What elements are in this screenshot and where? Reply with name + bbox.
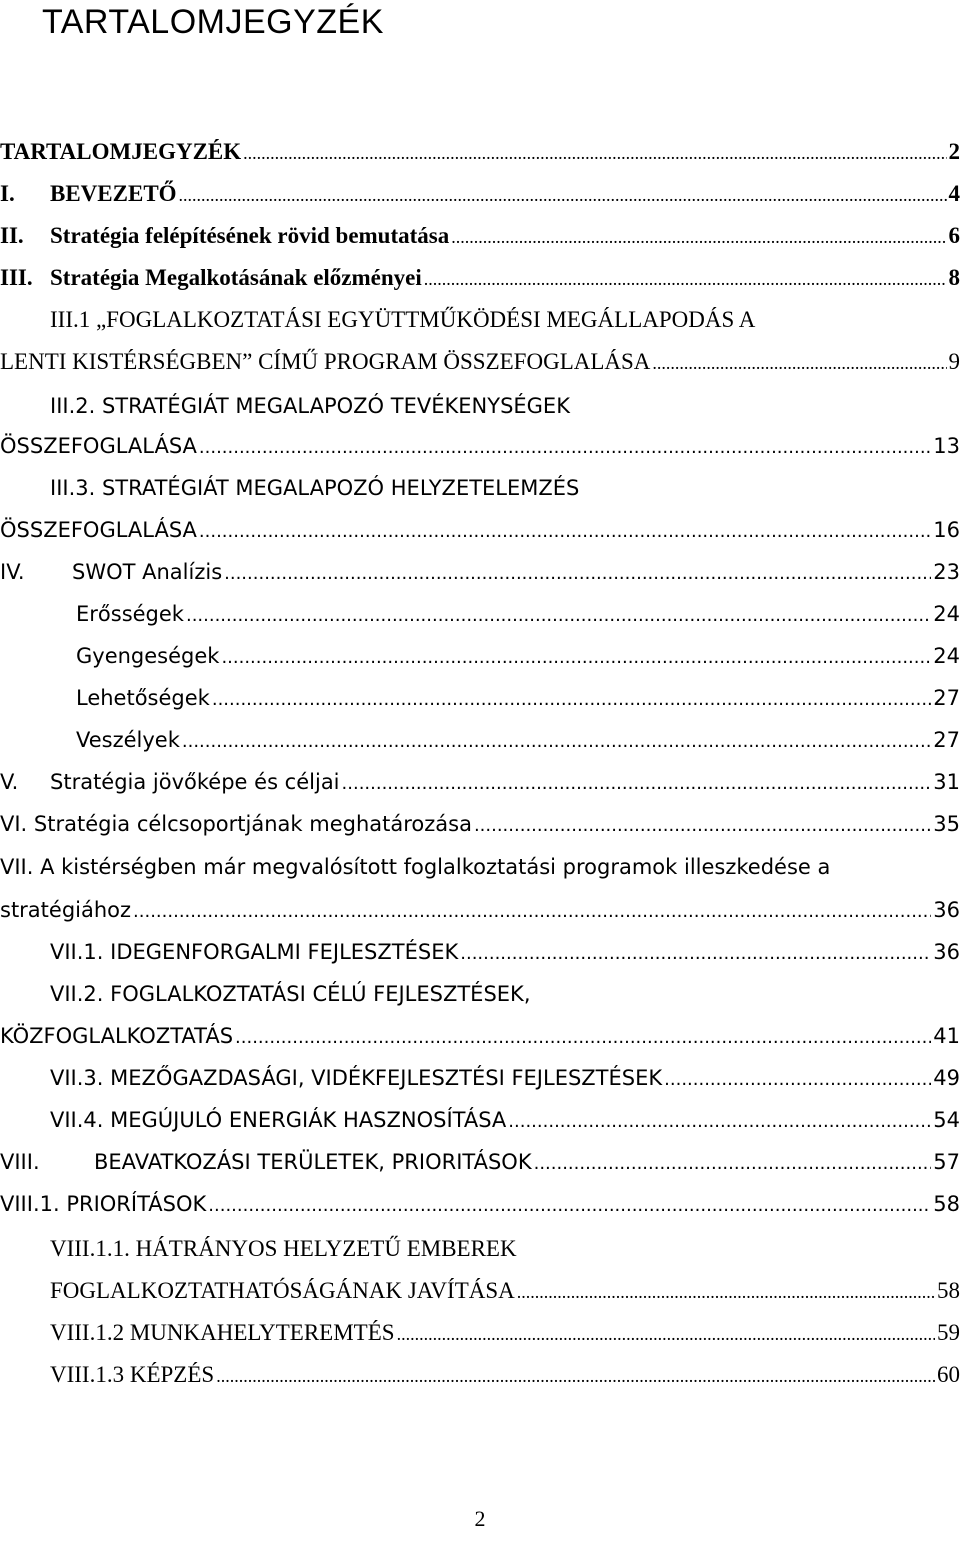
toc-entry-title: BEVEZETŐ — [50, 181, 177, 206]
dot-leader — [397, 1312, 935, 1355]
toc-entry-title: VII. A kistérségben már megvalósított foglalkoztatási programok illeszkedése a — [0, 855, 831, 879]
dot-leader — [224, 551, 931, 595]
toc-entry-number: VIII. — [0, 1150, 40, 1174]
toc-entry[interactable] — [0, 635, 960, 677]
dot-leader — [664, 1057, 931, 1101]
toc-entry-continuation[interactable] — [0, 889, 960, 931]
dot-leader — [517, 1270, 935, 1313]
dot-leader — [208, 1183, 931, 1227]
dot-leader — [216, 1354, 935, 1397]
toc-entry-title: VIII.1. PRIORÍTÁSOK — [0, 1192, 207, 1216]
toc-entry-title: VII.1. IDEGENFORGALMI FEJLESZTÉSEK — [50, 940, 459, 964]
dot-leader — [133, 889, 931, 933]
toc-entry[interactable] — [0, 551, 960, 593]
toc-entry[interactable] — [0, 215, 960, 257]
toc-entry-title: SWOT Analízis — [72, 560, 223, 584]
toc-entry[interactable] — [0, 1099, 960, 1141]
dot-leader — [460, 931, 931, 975]
toc-entry[interactable] — [0, 299, 960, 341]
toc-entry[interactable] — [0, 1354, 960, 1396]
toc-entry-title: Veszélyek — [76, 728, 180, 752]
toc-entry[interactable] — [0, 173, 960, 215]
toc-entry[interactable] — [0, 1312, 960, 1354]
toc-entry-title: VI. Stratégia célcsoportjának meghatározása — [0, 812, 472, 836]
toc-entry-page: 54 — [933, 1108, 960, 1132]
toc-entry-title: VII.3. MEZŐGAZDASÁGI, VIDÉKFEJLESZTÉSI FEJLESZTÉSEK — [50, 1066, 663, 1090]
toc-entry-title: Stratégia felépítésének rövid bemutatása — [50, 223, 450, 248]
toc-entry[interactable] — [0, 803, 960, 845]
dot-leader — [199, 509, 931, 553]
toc-entry-page: 49 — [933, 1066, 960, 1090]
toc-entry[interactable] — [0, 761, 960, 803]
toc-entry[interactable] — [0, 131, 960, 173]
dot-leader — [424, 257, 947, 300]
toc-entry-continuation[interactable] — [0, 425, 960, 467]
toc-entry-title: Erősségek — [76, 602, 184, 626]
toc-entry-page: 36 — [933, 940, 960, 964]
toc-entry-page: 24 — [933, 644, 960, 668]
toc-entry-number: IV. — [0, 560, 25, 584]
toc-entry-title: III.2. STRATÉGIÁT MEGALAPOZÓ TEVÉKENYSÉGEK — [50, 394, 570, 418]
toc-entry-continuation[interactable] — [0, 1270, 960, 1312]
dot-leader — [451, 215, 946, 258]
toc-entry-title: VII.2. FOGLALKOZTATÁSI CÉLÚ FEJLESZTÉSEK, — [50, 982, 531, 1006]
toc-entry-page: 2 — [948, 139, 960, 164]
toc-entry-title: FOGLALKOZTATHATÓSÁGÁNAK JAVÍTÁSA — [50, 1278, 515, 1303]
toc-entry-page: 59 — [937, 1320, 960, 1345]
dot-leader — [652, 341, 946, 384]
toc-entry-number: I. — [0, 181, 15, 206]
dot-leader — [235, 1015, 931, 1059]
toc-entry[interactable] — [0, 973, 960, 1015]
toc-entry-continuation[interactable] — [0, 1015, 960, 1057]
toc-entry[interactable] — [0, 677, 960, 719]
toc-entry-title: VIII.1.1. HÁTRÁNYOS HELYZETŰ EMBEREK — [50, 1236, 517, 1261]
dot-leader — [212, 677, 931, 721]
toc-entry-title: III.1 „FOGLALKOZTATÁSI EGYÜTTMŰKÖDÉSI MEGÁLLAPODÁS A — [50, 307, 756, 332]
toc-entry-number: III. — [0, 265, 33, 290]
toc-entry-page: 36 — [933, 898, 960, 922]
toc-entry-page: 13 — [933, 434, 960, 458]
toc-entry-page: 31 — [933, 770, 960, 794]
toc-entry-continuation[interactable] — [0, 509, 960, 551]
toc-entry-page: 60 — [937, 1362, 960, 1387]
toc-entry-title: TARTALOMJEGYZÉK — [0, 139, 242, 164]
toc-entry-title: ÖSSZEFOGLALÁSA — [0, 434, 197, 458]
toc-entry-page: 27 — [933, 728, 960, 752]
dot-leader — [182, 719, 931, 763]
page-title: TARTALOMJEGYZÉK — [42, 3, 384, 41]
toc-entry-title: VIII.1.2 MUNKAHELYTEREMTÉS — [50, 1320, 395, 1345]
toc-entry-title: LENTI KISTÉRSÉGBEN” CÍMŰ PROGRAM ÖSSZEFOGLALÁSA — [0, 349, 651, 374]
dot-leader — [243, 131, 946, 174]
toc-entry-page: 16 — [933, 518, 960, 542]
toc-entry[interactable] — [0, 385, 960, 427]
toc-entry-title: Lehetőségek — [76, 686, 210, 710]
toc-entry[interactable] — [0, 467, 960, 509]
toc-entry-number: V. — [0, 770, 19, 794]
toc-entry-page: 58 — [933, 1192, 960, 1216]
toc-entry-page: 4 — [948, 181, 960, 206]
toc-entry[interactable] — [0, 1228, 960, 1270]
toc-entry-title: KÖZFOGLALKOZTATÁS — [0, 1024, 234, 1048]
toc-entry-title: VII.4. MEGÚJULÓ ENERGIÁK HASZNOSÍTÁSA — [50, 1108, 507, 1132]
toc-entry-page: 27 — [933, 686, 960, 710]
toc-entry[interactable] — [0, 931, 960, 973]
dot-leader — [186, 593, 931, 637]
toc-entry-title: BEAVATKOZÁSI TERÜLETEK, PRIORITÁSOK — [94, 1150, 532, 1174]
toc-entry[interactable] — [0, 1141, 960, 1183]
toc-entry-page: 41 — [933, 1024, 960, 1048]
toc-entry-continuation[interactable] — [0, 341, 960, 383]
dot-leader — [474, 803, 931, 847]
toc-entry-title: VIII.1.3 KÉPZÉS — [50, 1362, 215, 1387]
page-number: 2 — [474, 1506, 486, 1531]
toc-entry-number: II. — [0, 223, 24, 248]
dot-leader — [221, 635, 931, 679]
dot-leader — [179, 173, 947, 216]
toc-entry[interactable] — [0, 719, 960, 761]
toc-entry-page: 35 — [933, 812, 960, 836]
toc-entry-page: 23 — [933, 560, 960, 584]
dot-leader — [508, 1099, 931, 1143]
toc-entry-title: ÖSSZEFOGLALÁSA — [0, 518, 197, 542]
dot-leader — [342, 761, 932, 805]
toc-entry[interactable] — [0, 257, 960, 299]
toc-entry-title: Gyengeségek — [76, 644, 220, 668]
toc-entry-page: 58 — [937, 1278, 960, 1303]
toc-entry[interactable] — [0, 593, 960, 635]
toc-entry-page: 6 — [948, 223, 960, 248]
toc-entry-page: 57 — [933, 1150, 960, 1174]
toc-entry-page: 24 — [933, 602, 960, 626]
toc-entry-page: 9 — [948, 349, 960, 374]
toc-entry-title: stratégiához — [0, 898, 132, 922]
toc-entry-title: Stratégia Megalkotásának előzményei — [50, 265, 422, 290]
toc-entry-page: 8 — [948, 265, 960, 290]
toc-entry[interactable] — [0, 1183, 960, 1225]
toc-entry[interactable] — [0, 1057, 960, 1099]
toc-entry-title: III.3. STRATÉGIÁT MEGALAPOZÓ HELYZETELEMZÉS — [50, 476, 580, 500]
toc-entry-title: Stratégia jövőképe és céljai — [50, 770, 340, 794]
dot-leader — [534, 1141, 932, 1185]
toc-entry[interactable] — [0, 846, 960, 888]
dot-leader — [199, 425, 931, 469]
